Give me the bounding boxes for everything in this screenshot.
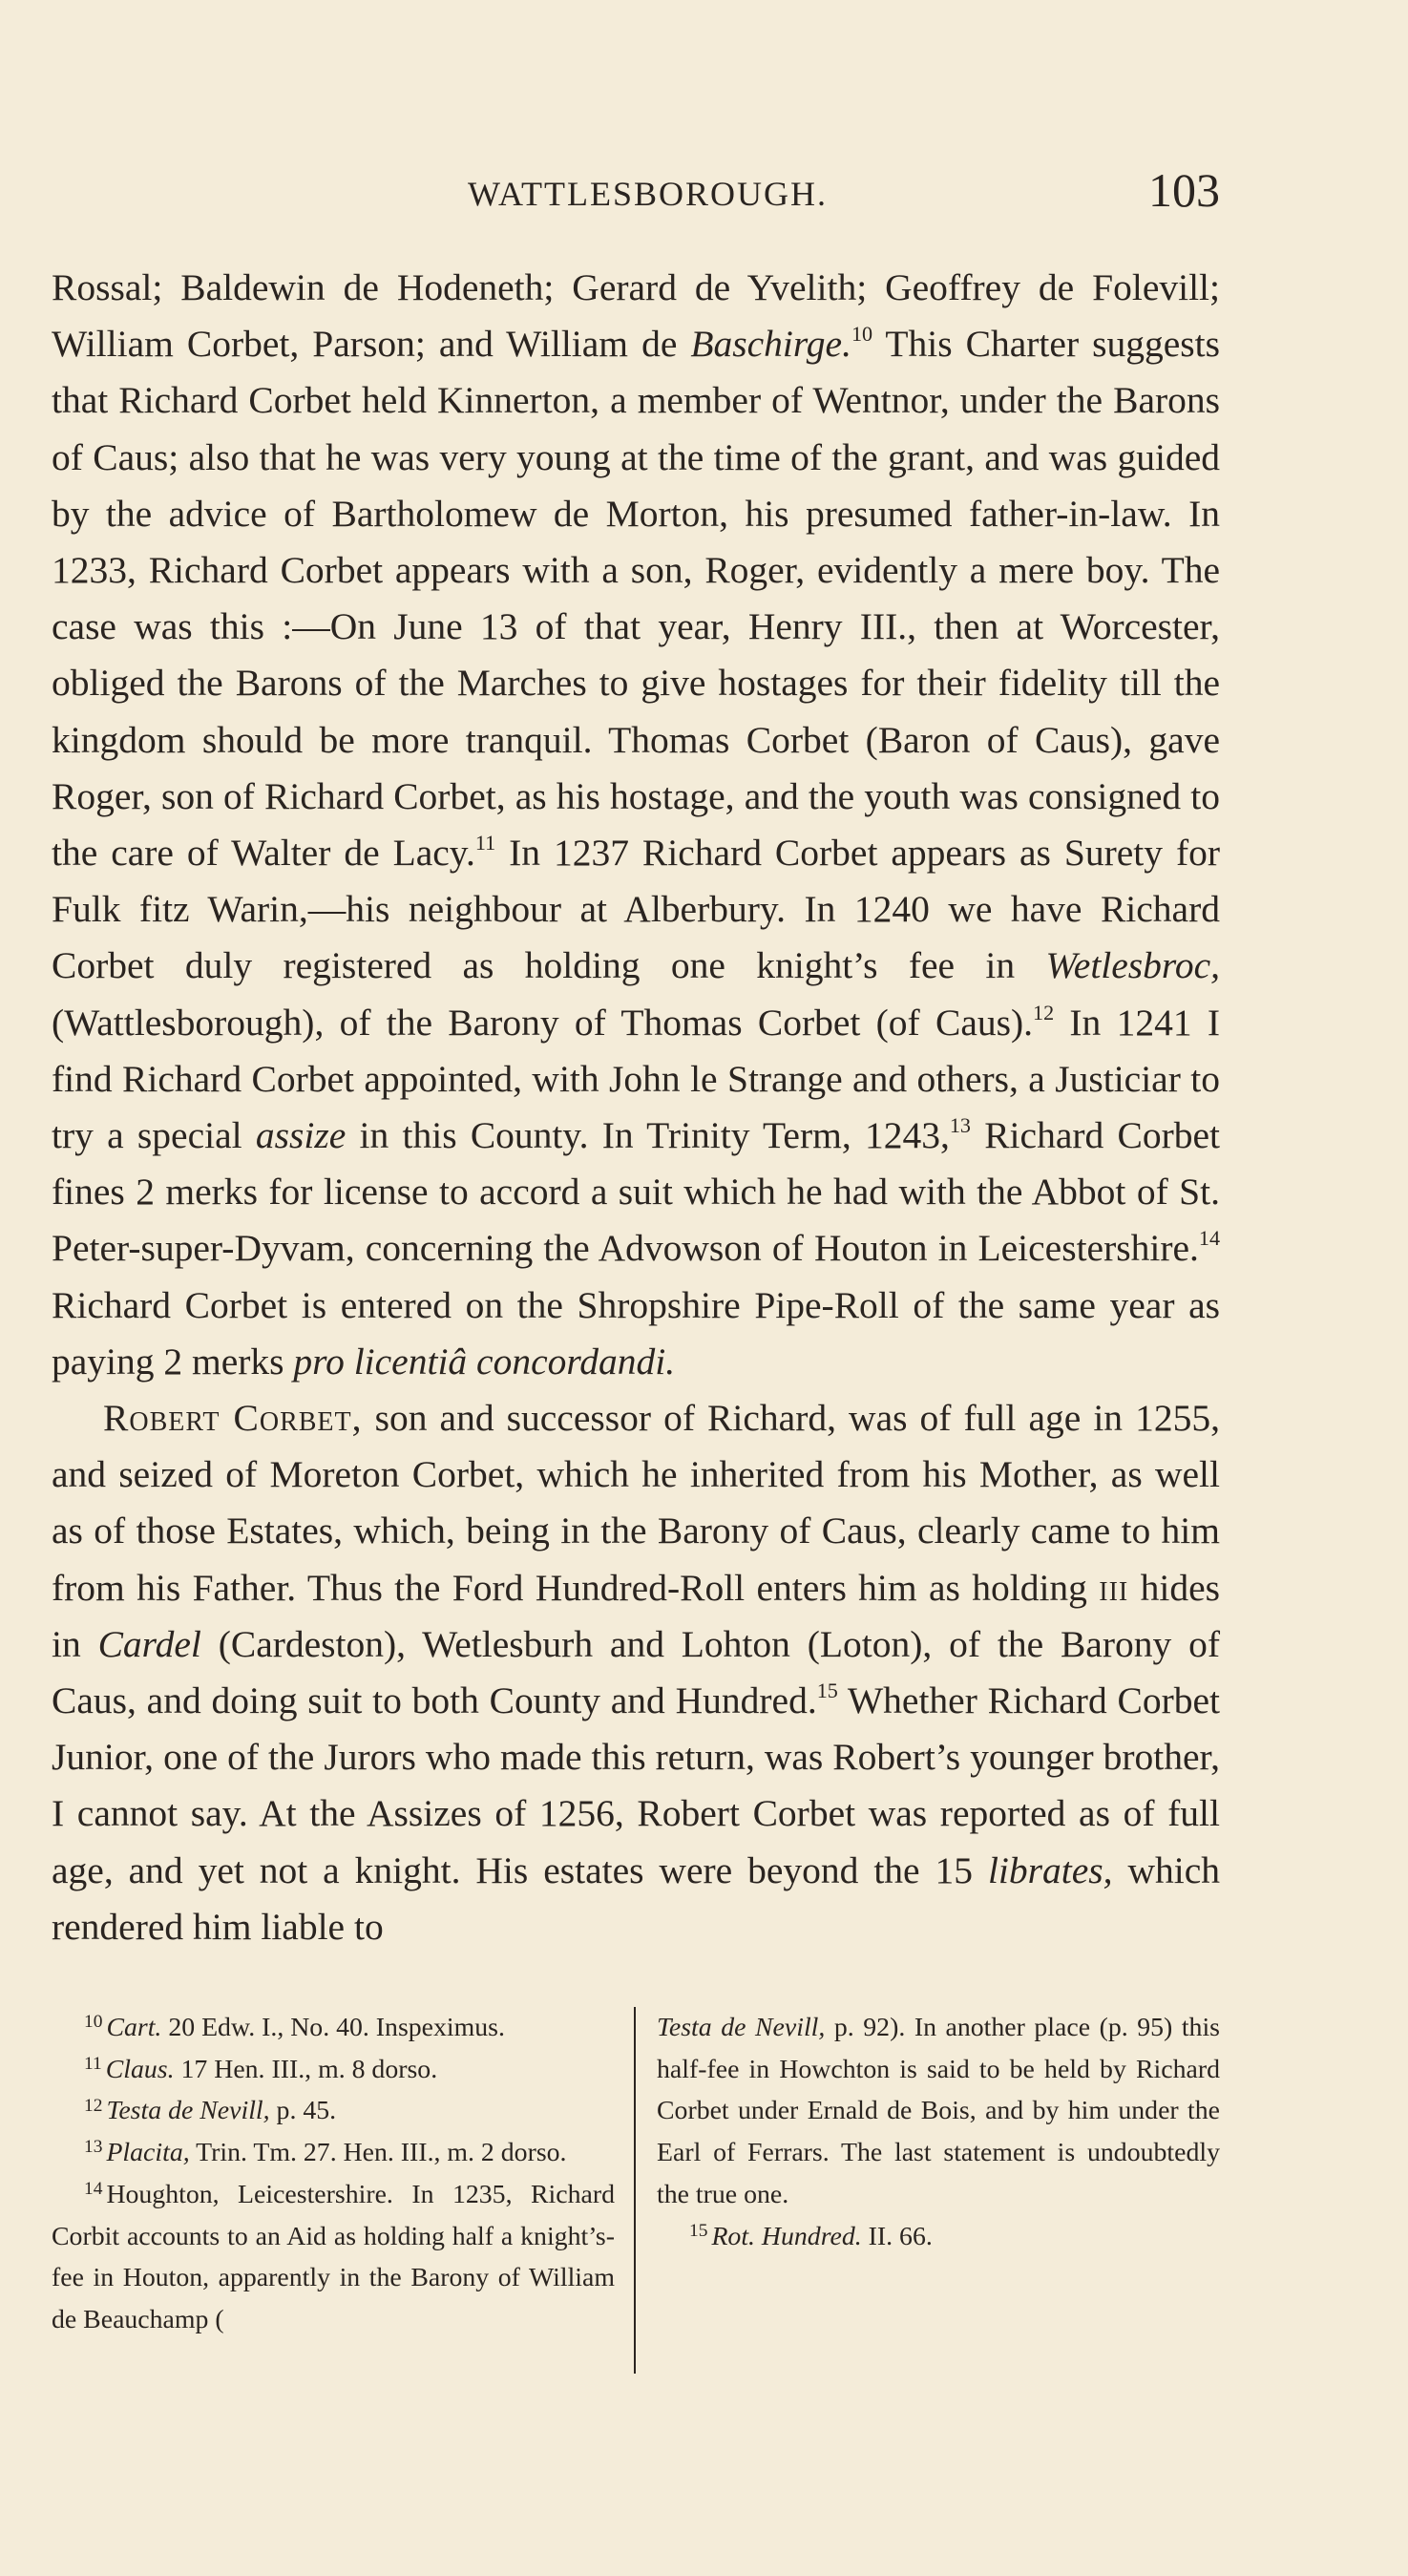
footnote [657, 2216, 1220, 2258]
footnote-ref[interactable]: 15 [816, 1679, 838, 1703]
footnotes [52, 2007, 1220, 2370]
italic-run: Cardel [97, 1622, 201, 1665]
text-run: son and successor of Richard, was of full age in 1255, and seized of Moreton Corbet, which he inherited from his Mother, as well as of those Estates, which, being in the Barony of Caus, clearly came to him from his Father. Thus the Ford Hundred-Roll enters him as holding [52, 1397, 1221, 1609]
page-number: 103 [1148, 163, 1220, 217]
italic-run: pro licentiâ concordandi. [293, 1340, 676, 1383]
footnote-column-left [52, 2007, 615, 2341]
italic-run: Claus. [105, 2054, 175, 2084]
footnote-ref[interactable]: 10 [851, 322, 873, 347]
text-run: (Wattlesborough), of the Barony of Thomas Corbet (of Caus). [52, 1001, 1034, 1044]
text-run: Trin. Tm. 27. Hen. III., m. 2 dorso. [189, 2138, 567, 2168]
footnote-mark: 10 [84, 2012, 103, 2033]
paragraph [52, 1390, 1220, 1955]
text-run: Rossal; Baldewin de Hodeneth; Gerard de Yvelith; Geoffrey de Folevill; William Corbet, Parson; and William de [52, 266, 1220, 366]
text-run: hides in [52, 1566, 1220, 1665]
text-run: Whether Richard Corbet Junior, one of the Jurors who made this return, was Robert’s younger brother, I cannot say. At the Assizes of 1256, Robert Corbet was reported as of full age, and yet not a knight. His estates were beyond the 15 [52, 1679, 1220, 1891]
running-head [52, 162, 1220, 220]
footnote-mark: 12 [84, 2095, 103, 2116]
main-text [52, 260, 1220, 1955]
footnote-mark: 11 [84, 2053, 102, 2074]
footnote-ref[interactable]: 14 [1198, 1226, 1220, 1251]
italic-run: Baschirge. [690, 323, 851, 366]
italic-run: librates, [987, 1848, 1113, 1891]
footnote [52, 2007, 615, 2049]
text-run: Richard Corbet is entered on the Shropshire Pipe-Roll of the same year as paying 2 merks [52, 1283, 1220, 1383]
footnote-column-right [657, 2007, 1220, 2257]
text-run: (Cardeston), Wetlesburh and Lohton (Loton), of the Barony of Caus, and doing suit to both County and Hundred. [52, 1622, 1220, 1722]
footnote-mark: 15 [689, 2220, 708, 2241]
footnote [52, 2132, 615, 2174]
text-run: 20 Edw. I., No. 40. Inspeximus. [161, 2013, 505, 2042]
italic-run: Cart. [106, 2013, 162, 2042]
text-run: p. 45. [269, 2096, 337, 2126]
footnote [52, 2174, 615, 2341]
text-run: In 1241 I find Richard Corbet appointed, with John le Strange and others, a Justiciar to try a special [52, 1001, 1221, 1157]
footnote [52, 2049, 615, 2091]
text-run: p. 92). In another place (p. 95) this half-fee in Howchton is said to be held by Richard Corbet under Ernald de Bois, and by him under the Earl of Ferrars. The last statement is undoubtedly the true one. [657, 2013, 1220, 2209]
text-run: Richard Corbet fines 2 merks for license to accord a suit which he had with the Abbot of St. Peter-super-Dyvam, concerning the Advowson of Houton in Leicestershire. [52, 1114, 1221, 1270]
italic-run: Wetlesbroc, [1045, 944, 1220, 987]
text-run: which rendered him liable to [52, 1848, 1220, 1948]
running-title: WATTLESBOROUGH. [468, 175, 828, 213]
footnote-continuation [657, 2007, 1220, 2216]
footnote-ref[interactable]: 13 [949, 1113, 971, 1138]
smallcaps-run: iii [1099, 1566, 1129, 1609]
footnote-mark: 14 [84, 2179, 103, 2200]
italic-run: Rot. Hundred. [711, 2221, 862, 2251]
italic-run: Placita, [106, 2138, 190, 2168]
paragraph [52, 260, 1220, 1390]
footnote-mark: 13 [84, 2137, 103, 2158]
footnote [52, 2090, 615, 2132]
italic-run: assize [255, 1114, 347, 1157]
smallcaps-run: Robert Corbet, [103, 1397, 363, 1440]
footnote-ref[interactable]: 12 [1033, 1000, 1055, 1024]
text-run: Houghton, Leicestershire. In 1235, Richard Corbit accounts to an Aid as holding half a knight’s-fee in Houton, apparently in the Barony of William de Beauchamp ( [52, 2179, 615, 2334]
text-run: In 1237 Richard Corbet appears as Surety for Fulk fitz Warin,—his neighbour at Alberbury. In 1240 we have Richard Corbet duly registered as holding one knight’s fee in [52, 832, 1221, 987]
italic-run: Testa de Nevill, [106, 2096, 270, 2126]
text-run: 17 Hen. III., m. 8 dorso. [174, 2054, 438, 2084]
footnote-ref[interactable]: 11 [474, 831, 496, 855]
text-run: This Charter suggests that Richard Corbet held Kinnerton, a member of Wentnor, under the Barons of Caus; also that he was very young at the time of the grant, and was guided by the advice of Bartholomew de Morton, his presumed father-in-law. In 1233, Richard Corbet appears with a son, Roger, evidently a mere boy. The case was this :—On June 13 of that year, Henry III., then at Worcester, obliged the Barons of the Marches to give hostages for their fidelity till the kingdom should be more tranquil. Thomas Corbet (Baron of Caus), gave Roger, son of Richard Corbet, as his hostage, and the youth was consigned to the care of Walter de Lacy. [52, 323, 1220, 875]
column-rule [634, 2007, 636, 2374]
text-run: II. 66. [861, 2221, 933, 2251]
text-run: in this County. In Trinity Term, 1243, [346, 1114, 950, 1157]
italic-run: Testa de Nevill, [657, 2013, 826, 2042]
